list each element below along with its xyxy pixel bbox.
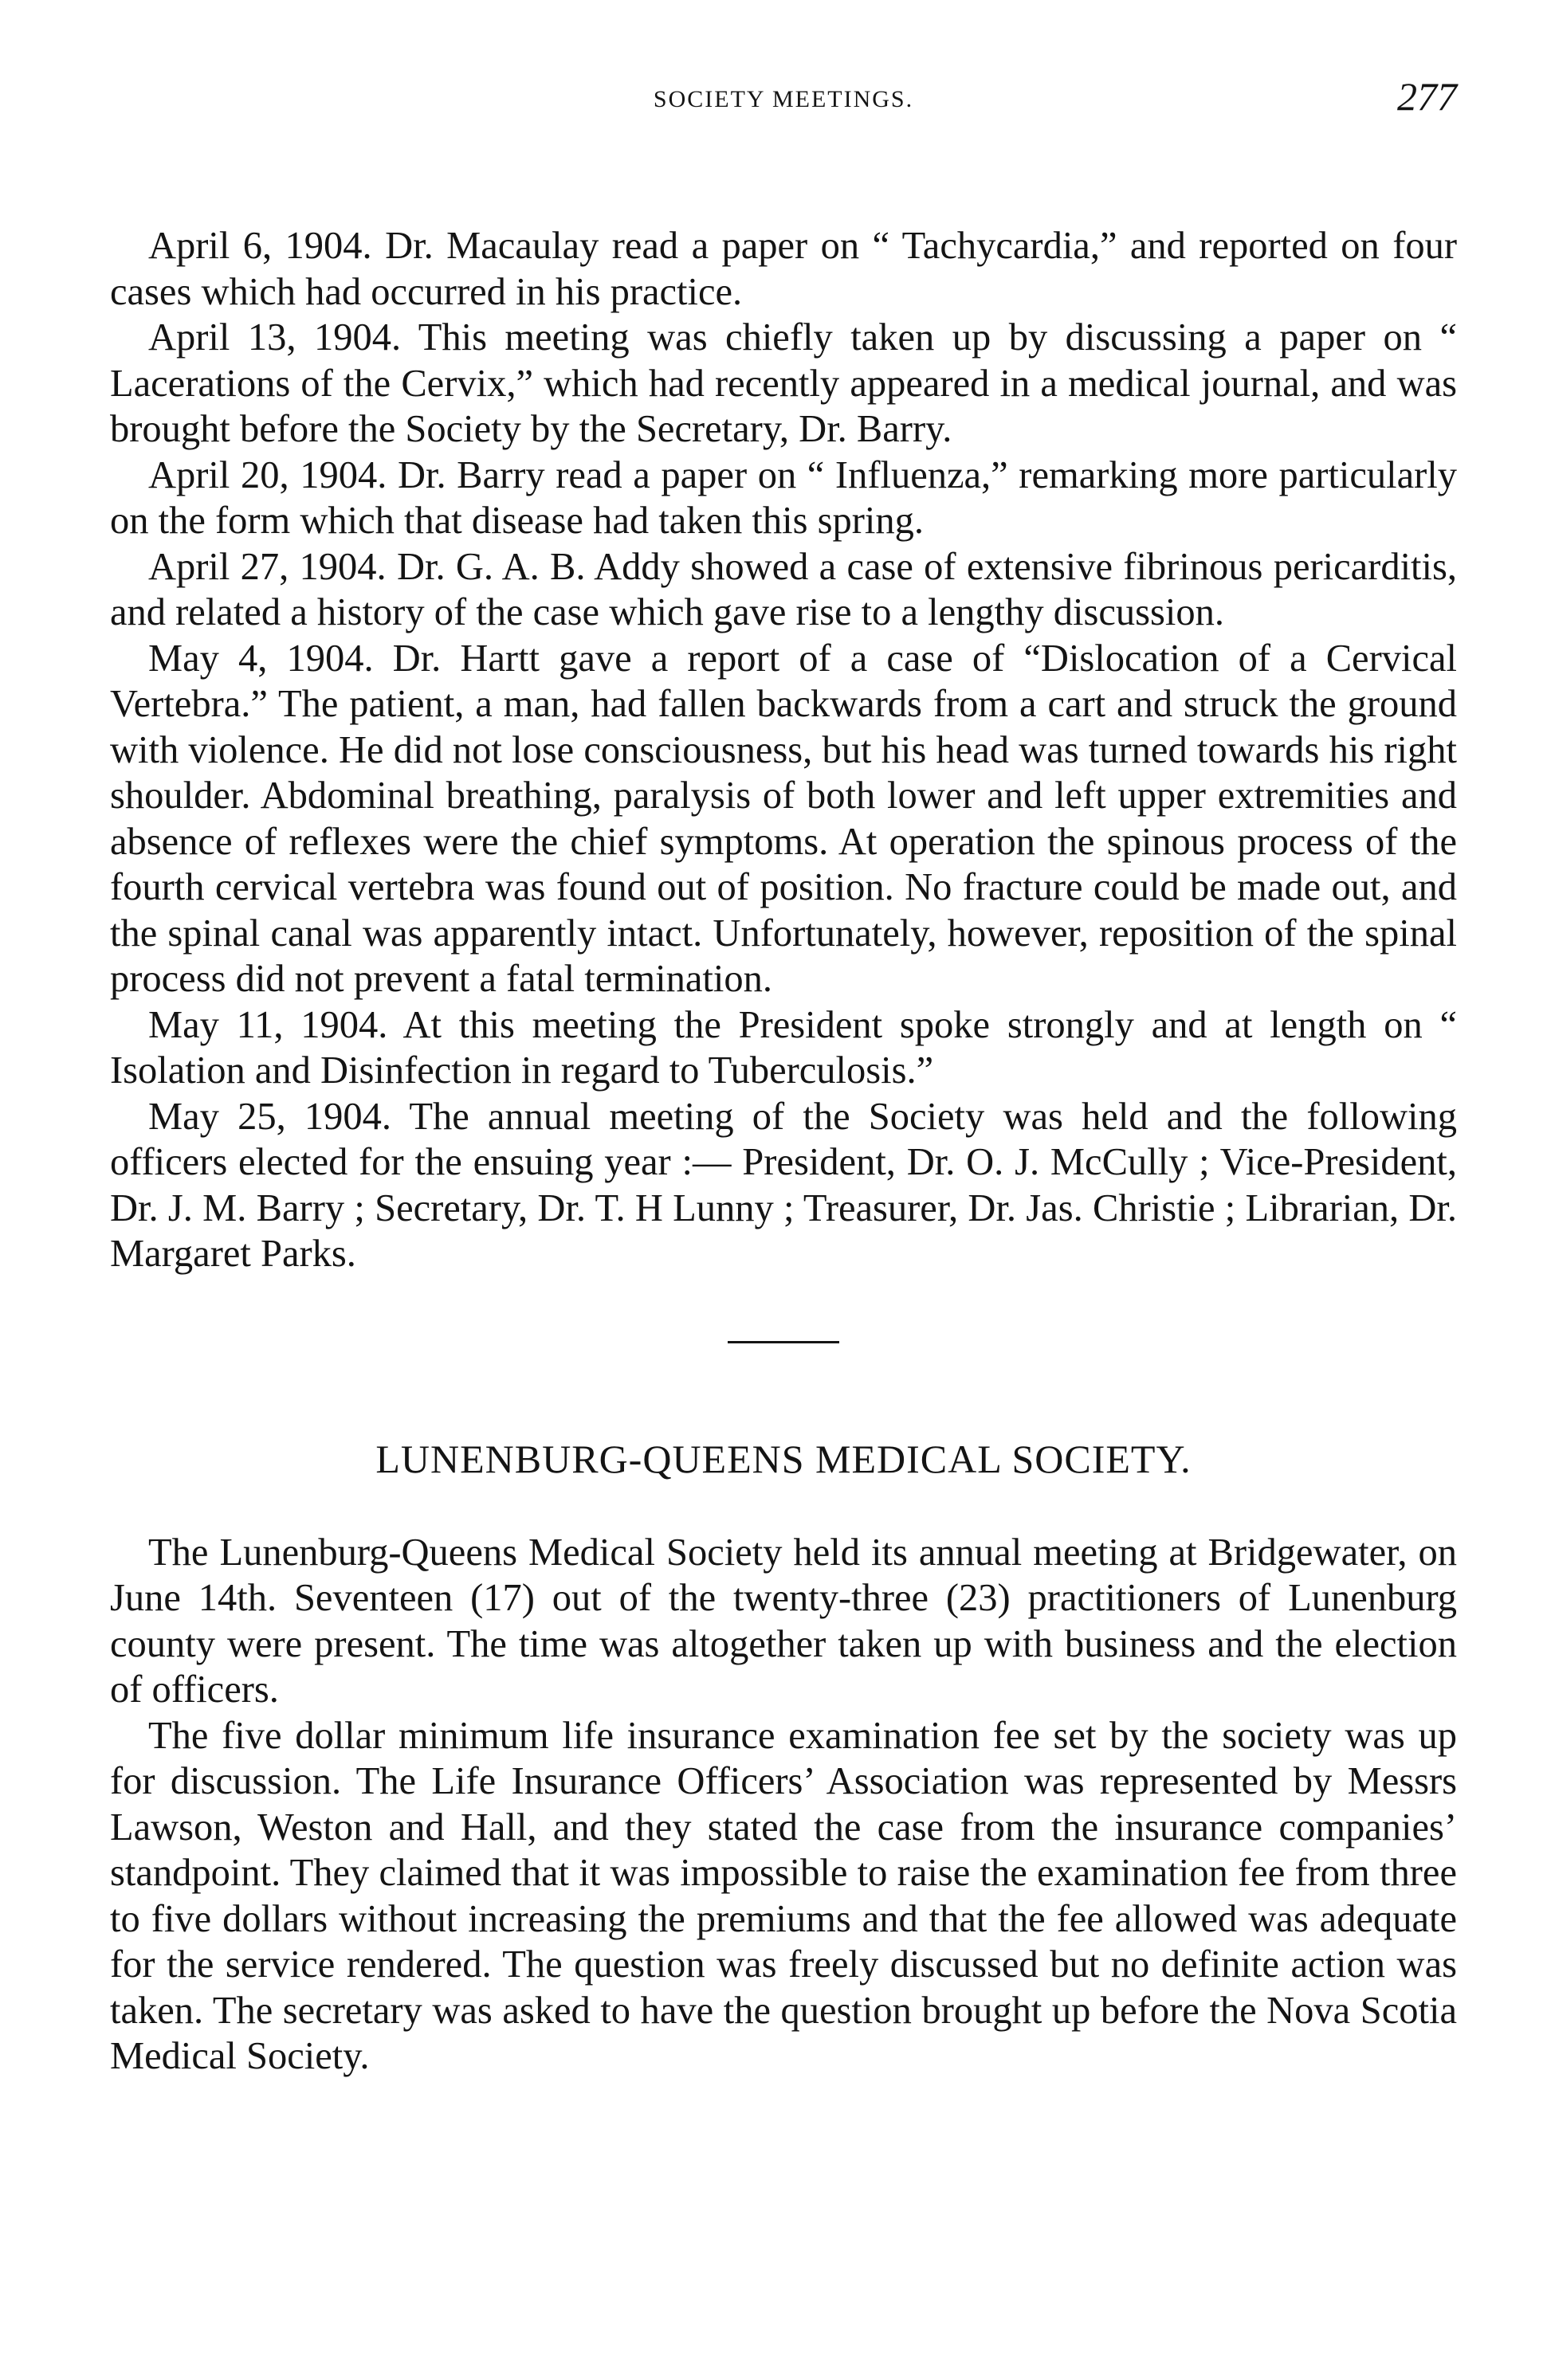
- section-divider: [728, 1341, 839, 1343]
- page-number: 277: [1397, 74, 1457, 119]
- minutes-entry: May 11, 1904. At this meeting the President spoke strongly and at length on “ Isolation and Disinfection in regard to Tuberculosis.”: [110, 1003, 1457, 1092]
- meeting-minutes: [110, 223, 1457, 1277]
- section-heading: LUNENBURG-QUEENS MEDICAL SOCIETY.: [375, 1436, 1192, 1481]
- minutes-entry: April 20, 1904. Dr. Barry read a paper on “ Influenza,” remarking more particularly on the form which that disease had taken this spring.: [110, 453, 1457, 542]
- lunenburg-queens-article: [110, 1436, 1457, 2080]
- running-head: SOCIETY MEETINGS.: [653, 86, 914, 112]
- page: [110, 72, 1457, 2080]
- article-paragraph: The Lunenburg-Queens Medical Society held its annual meeting at Bridgewater, on June 14th. Seventeen (17) out of the twenty-three (23) practitioners of Lunenburg county were present. The time was altogether taken up with business and the election of officers.: [110, 1531, 1457, 1711]
- article-paragraph: The five dollar minimum life insurance examination fee set by the society was up for discussion. The Life Insurance Officers’ Association was represented by Messrs Lawson, Weston and Hall, and they stated the case from the insurance companies’ standpoint. They claimed that it was impossible to raise the examination fee from three to five dollars without increasing the premiums and that the fee allowed was adequate for the service rendered. The question was freely discussed but no definite action was taken. The secretary was asked to have the question brought up before the Nova Scotia Medical Society.: [110, 1714, 1457, 2077]
- minutes-entry: April 27, 1904. Dr. G. A. B. Addy showed a case of extensive fibrinous pericarditis, and related a history of the case which gave rise to a lengthy discussion.: [110, 545, 1457, 633]
- minutes-entry: April 6, 1904. Dr. Macaulay read a paper on “ Tachycardia,” and reported on four cases which had occurred in his practice.: [110, 225, 1457, 313]
- minutes-entry: May 25, 1904. The annual meeting of the Society was held and the following officers elected for the ensuing year :— President, Dr. O. J. McCully ; Vice-President, Dr. J. M. Barry ; Secretary, Dr. T. H Lunny ; Treasurer, Dr. Jas. Christie ; Librarian, Dr. Margaret Parks.: [110, 1095, 1457, 1275]
- minutes-entry: May 4, 1904. Dr. Hartt gave a report of a case of “Dislocation of a Cervical Vertebra.” The patient, a man, had fallen backwards from a cart and struck the ground with violence. He did not lose consciousness, but his head was turned towards his right shoulder. Abdominal breathing, paralysis of both lower and left upper extremities and absence of reflexes were the chief symptoms. At operation the spinous process of the fourth cervical vertebra was found out of position. No fracture could be made out, and the spinal canal was apparently intact. Unfortunately, however, reposition of the spinal process did not prevent a fatal termination.: [110, 637, 1457, 1000]
- minutes-entry: April 13, 1904. This meeting was chiefly taken up by discussing a paper on “ Lacerations of the Cervix,” which had recently appeared in a medical journal, and was brought before the Society by the Secretary, Dr. Barry.: [110, 316, 1457, 450]
- page-header: [110, 72, 1457, 135]
